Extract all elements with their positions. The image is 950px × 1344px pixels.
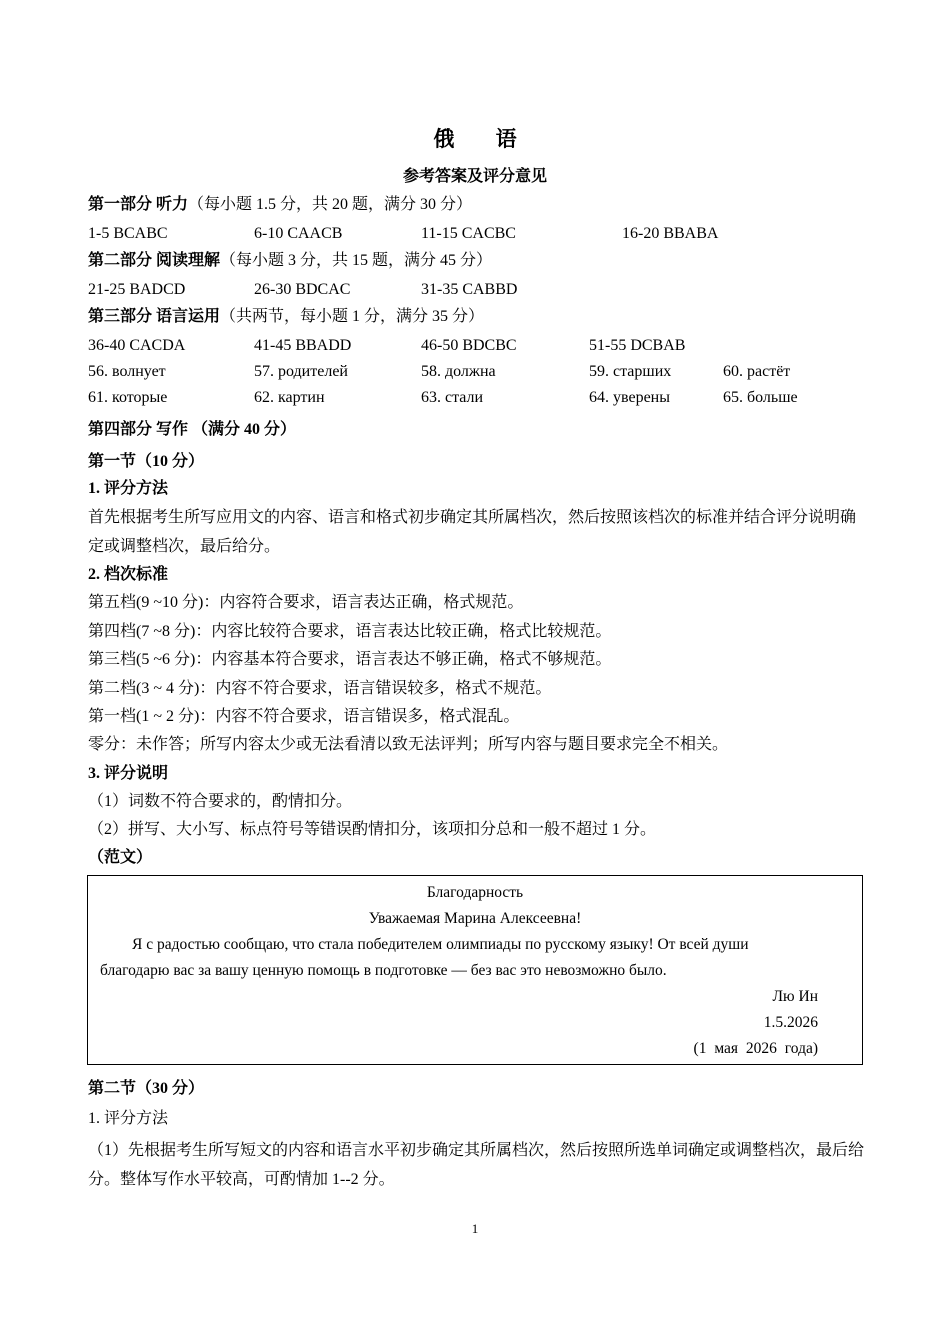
part1-heading: 第一部分 听力 <box>88 196 189 213</box>
level-item: 第一档(1 ~ 2 分)：内容不符合要求，语言错误多，格式混乱。 <box>88 708 520 725</box>
sample-body-line: Я с радостью сообщаю, что стала победителем олимпиады по русскому языку! От всей души <box>132 936 749 953</box>
part1-header <box>88 194 472 216</box>
word-answer: 58. должна <box>421 363 496 380</box>
word-answer: 64. уверены <box>589 389 670 406</box>
sample-greeting: Уважаемая Марина Алексеевна! <box>368 910 582 927</box>
word-answer: 62. картин <box>254 389 325 406</box>
sample-date-words: (1 мая 2026 года) <box>693 1040 818 1057</box>
level-item: 第五档(9 ~10 分)：内容符合要求，语言表达正确，格式规范。 <box>88 594 524 611</box>
answer-group: 46-50 BDCBC <box>421 337 517 354</box>
note-item: （1）词数不符合要求的，酌情扣分。 <box>88 793 353 810</box>
page-number: 1 <box>471 1221 479 1236</box>
sample-signature: Лю Ин <box>772 988 818 1005</box>
sample-date: 1.5.2026 <box>763 1014 818 1031</box>
word-answer: 57. родителей <box>254 363 348 380</box>
answer-group: 16-20 BBABA <box>622 225 719 242</box>
page-title: 俄 语 <box>433 127 535 151</box>
answer-group: 36-40 CACDA <box>88 337 186 354</box>
section2-heading: 第二节（30 分） <box>88 1080 205 1097</box>
part3-note: （共两节，每小题 1 分，满分 35 分） <box>220 308 485 325</box>
notes-heading: 3. 评分说明 <box>88 765 169 782</box>
answer-group: 21-25 BADCD <box>88 281 186 298</box>
answer-group: 1-5 BCABC <box>88 225 168 242</box>
section1-method-text: 首先根据考生所写应用文的内容、语言和格式初步确定其所属档次，然后按照该档次的标准并结合评分说明确定或调整档次，最后给分。 <box>88 509 857 555</box>
page-subtitle: 参考答案及评分意见 <box>402 168 547 185</box>
part2-note: （每小题 3 分，共 15 题，满分 45 分） <box>220 252 493 269</box>
word-answer: 65. больше <box>723 389 798 406</box>
section2-method-heading: 1. 评分方法 <box>88 1110 169 1127</box>
answer-group: 26-30 BDCAC <box>254 281 351 298</box>
section1-method-heading: 1. 评分方法 <box>88 480 169 497</box>
word-answer: 63. стали <box>421 389 484 406</box>
sample-essay-box <box>87 875 863 1065</box>
section1-heading: 第一节（10 分） <box>88 453 205 470</box>
part1-note: （每小题 1.5 分，共 20 题，满分 30 分） <box>188 196 473 213</box>
sample-title: Благодарность <box>426 884 524 901</box>
sample-heading: （范文） <box>88 849 153 866</box>
word-answer: 59. старших <box>589 363 672 380</box>
sample-body-line: благодарю вас за вашу ценную помощь в подготовке — без вас это невозможно было. <box>100 962 667 979</box>
level-item: 第二档(3 ~ 4 分)：内容不符合要求，语言错误较多，格式不规范。 <box>88 680 552 697</box>
answer-group: 11-15 CACBC <box>421 225 516 242</box>
answer-group: 31-35 CABBD <box>421 281 518 298</box>
answer-group: 41-45 BBADD <box>254 337 352 354</box>
level-item: 第四档(7 ~8 分)：内容比较符合要求，语言表达比较正确，格式比较规范。 <box>88 623 612 640</box>
part3-header <box>88 306 484 328</box>
section2-method-text: （1）先根据考生所写短文的内容和语言水平初步确定其所属档次，然后按照所选单词确定或调整档次，最后给分。整体写作水平较高，可酌情加 1--2 分。 <box>88 1142 865 1188</box>
answer-group: 6-10 CAACB <box>254 225 343 242</box>
answer-group: 51-55 DCBAB <box>589 337 686 354</box>
part4-heading: 第四部分 写作 （满分 40 分） <box>88 421 297 438</box>
part3-heading: 第三部分 语言运用 <box>88 308 221 325</box>
word-answer: 60. растёт <box>723 363 791 380</box>
word-answer: 61. которые <box>88 389 168 406</box>
level-item: 第三档(5 ~6 分)：内容基本符合要求，语言表达不够正确，格式不够规范。 <box>88 651 612 668</box>
note-item: （2）拼写、大小写、标点符号等错误酌情扣分，该项扣分总和一般不超过 1 分。 <box>88 821 657 838</box>
word-answer: 56. волнует <box>88 363 166 380</box>
levels-heading: 2. 档次标准 <box>88 566 169 583</box>
part2-header <box>88 250 492 272</box>
level-item: 零分：未作答；所写内容太少或无法看清以致无法评判；所写内容与题目要求完全不相关。 <box>88 736 729 753</box>
part2-heading: 第二部分 阅读理解 <box>88 252 221 269</box>
